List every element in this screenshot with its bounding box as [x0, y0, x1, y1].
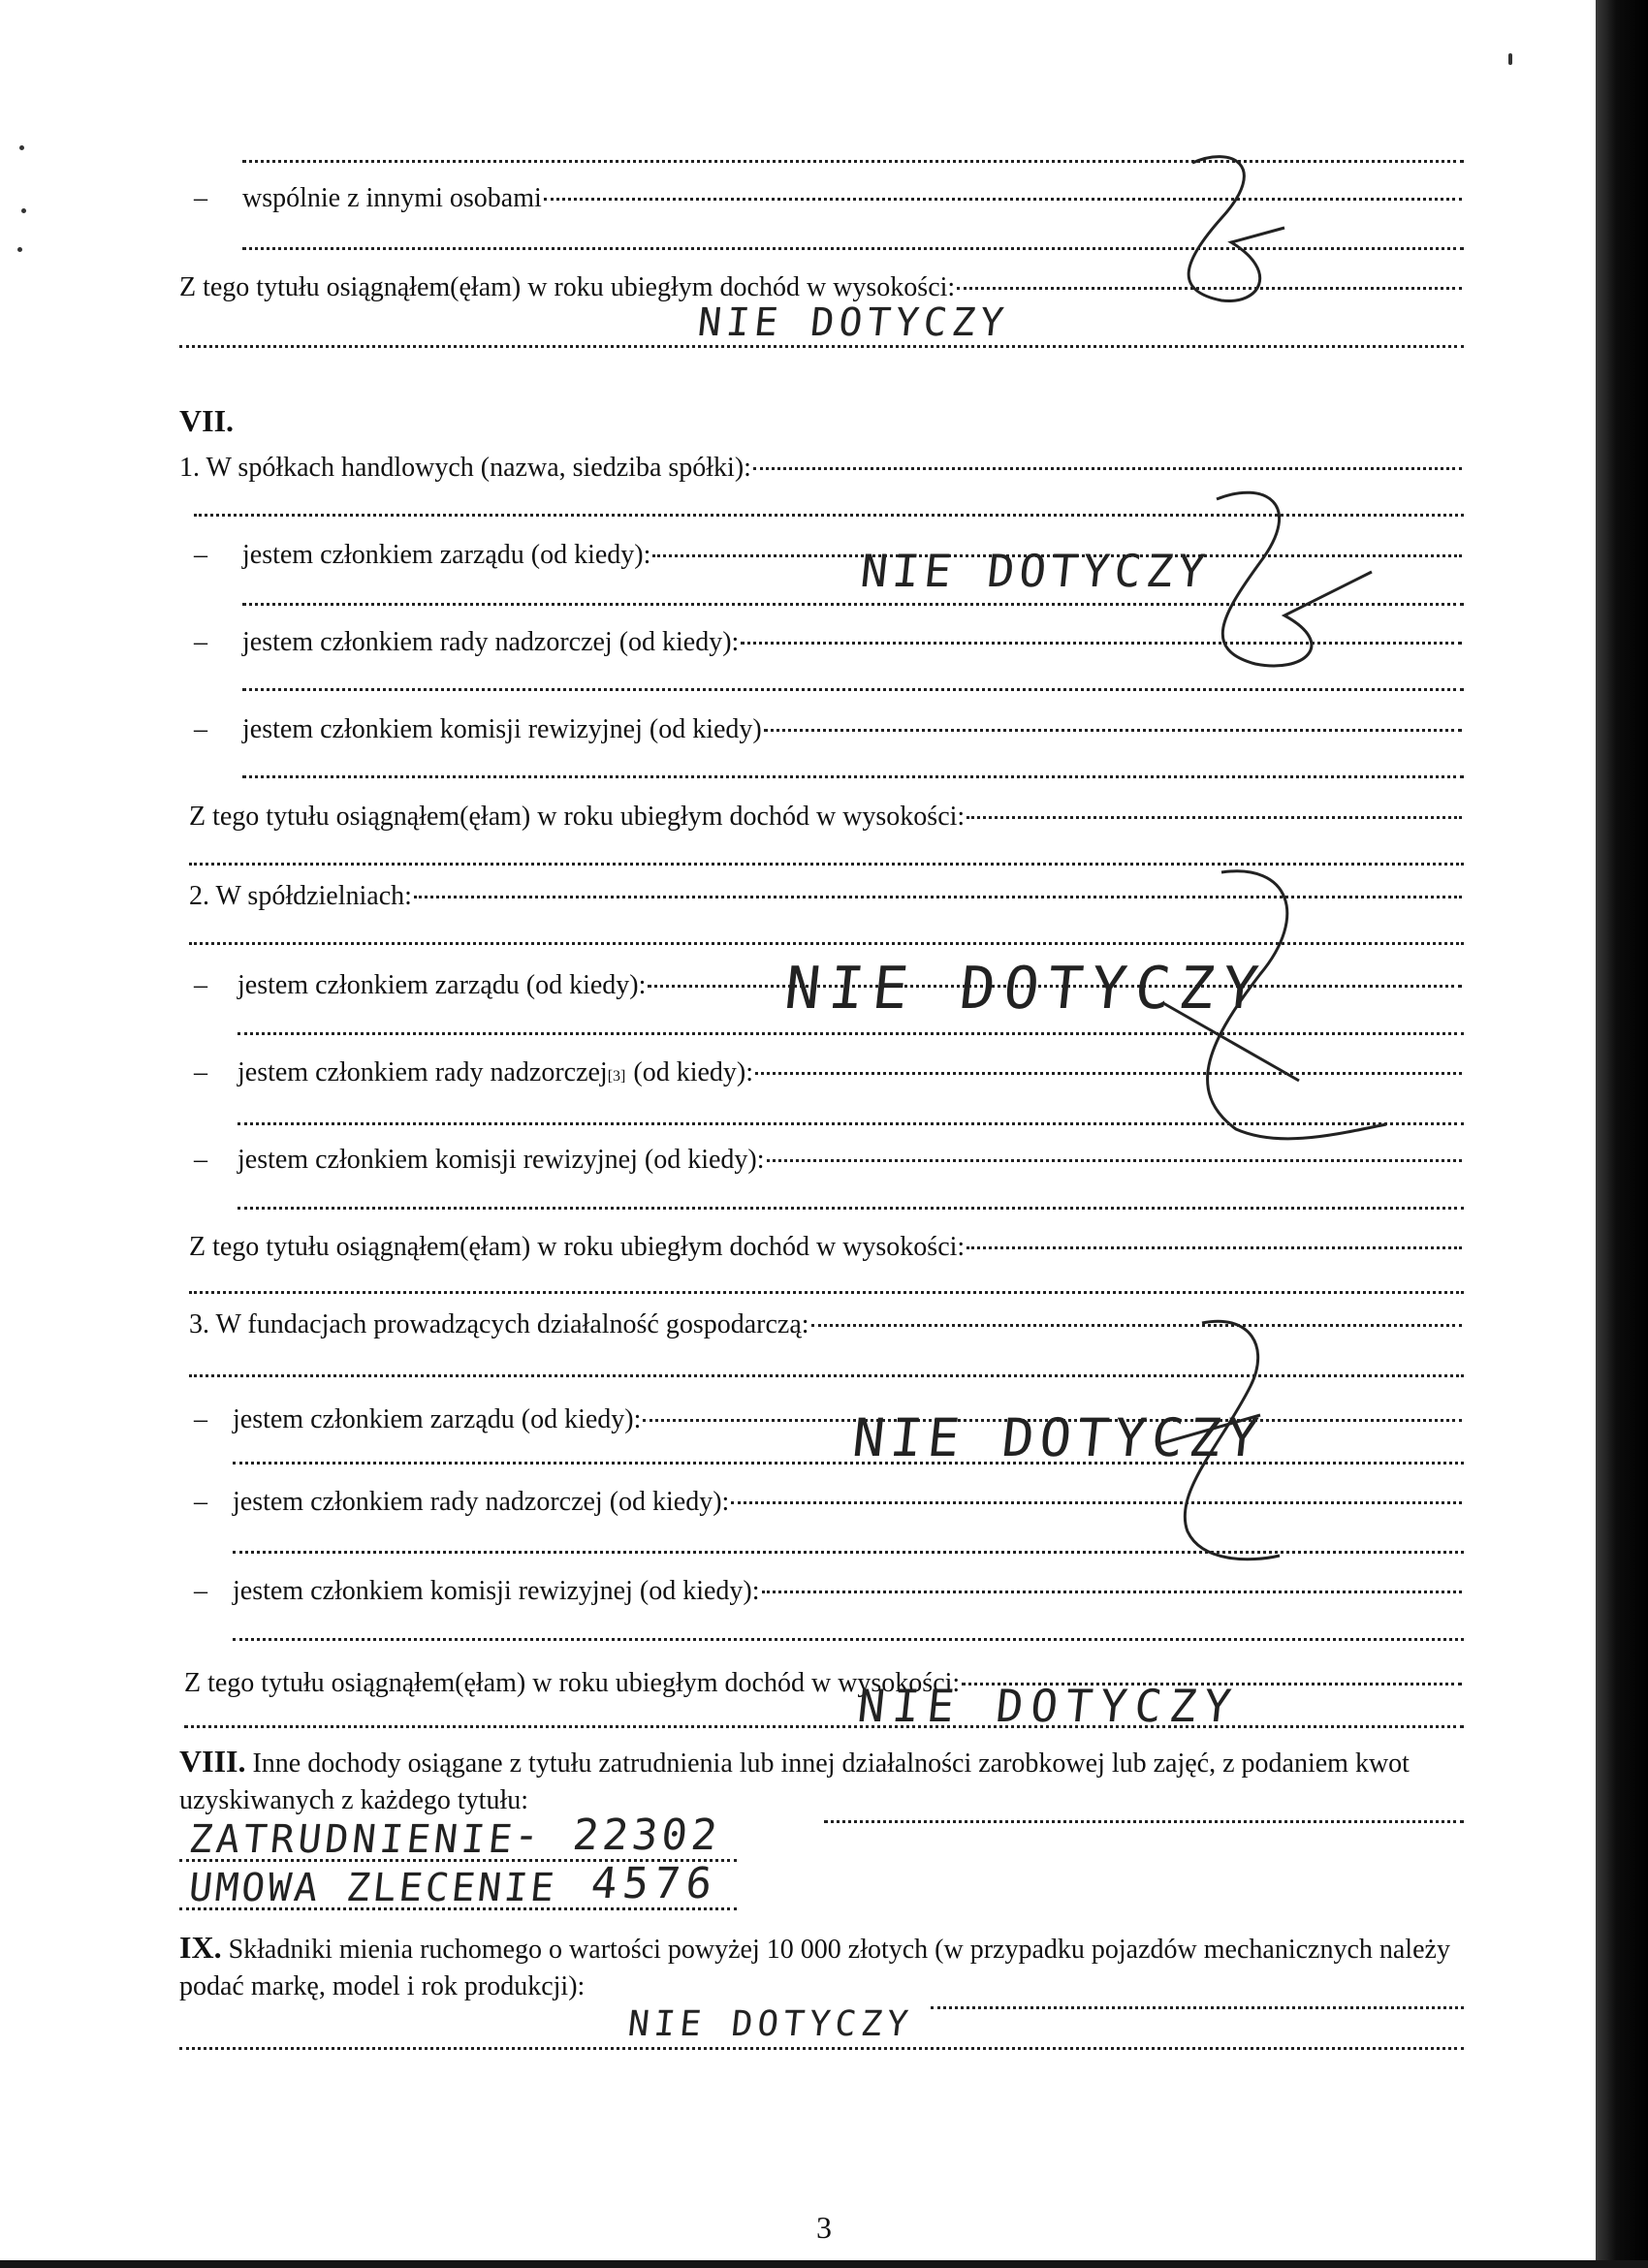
section-vii-heading: VII.	[179, 403, 235, 438]
foundations-income-line	[0, 1659, 1648, 1708]
handwritten-not-applicable: NIE DOTYCZY	[695, 300, 1011, 345]
cooperatives-supervisory-line: – jestem członkiem rady nadzorczej [3] (od kiedy):	[0, 1049, 1648, 1097]
label-audit-committee: jestem członkiem komisji rewizyjnej (od kiedy)	[242, 714, 762, 744]
label-income: Z tego tytułu osiągnąłem(ęłam) w roku ubiegłym dochód w wysokości:	[184, 1668, 961, 1698]
label-income: Z tego tytułu osiągnąłem(ęłam) w roku ubiegłym dochód w wysokości:	[189, 1232, 966, 1262]
handwritten-z-mark	[1144, 858, 1396, 1149]
handwritten-z-mark	[1173, 480, 1377, 683]
label-audit-committee: jestem członkiem komisji rewizyjnej (od kiedy):	[233, 1576, 760, 1606]
cooperatives-board-line: – jestem członkiem zarządu (od kiedy):	[0, 961, 1648, 1010]
commercial-companies-title: 1. W spółkach handlowych (nazwa, siedziba spółki):	[179, 453, 751, 483]
label-income: Z tego tytułu osiągnąłem(ęłam) w roku ubiegłym dochód w wysokości:	[189, 802, 966, 832]
label-income: Z tego tytułu osiągnąłem(ęłam) w roku ubiegłym dochód w wysokości:	[179, 272, 956, 302]
cooperatives-audit-line: – jestem członkiem komisji rewizyjnej (od kiedy):	[0, 1136, 1648, 1184]
fill-line	[238, 1207, 1464, 1210]
label-board-member: jestem członkiem zarządu (od kiedy):	[233, 1404, 642, 1434]
page-number: 3	[816, 2210, 832, 2245]
commercial-audit-line: – jestem członkiem komisji rewizyjnej (od kiedy)	[0, 706, 1648, 754]
scanner-edge	[1596, 0, 1648, 2268]
income-entry-amount: - 22302	[511, 1811, 724, 1860]
handwritten-z-mark	[1144, 1308, 1289, 1570]
commercial-supervisory-line: – jestem członkiem rady nadzorczej (od kiedy):	[0, 618, 1648, 667]
handwritten-z-mark	[1163, 145, 1309, 310]
income-entry-amount: 4576	[588, 1859, 720, 1908]
foundations-supervisory-line: – jestem członkiem rady nadzorczej (od kiedy):	[0, 1478, 1648, 1527]
section-viii	[179, 1743, 1459, 1819]
label-since-when: (od kiedy):	[633, 1057, 754, 1087]
foundations-board-line: – jestem członkiem zarządu (od kiedy):	[0, 1396, 1648, 1444]
section-ix-heading: IX.	[179, 1930, 222, 1965]
fill-line	[242, 775, 1464, 778]
income-entry-label: ZATRUDNIENIE	[186, 1817, 519, 1862]
fill-line	[189, 1291, 1464, 1294]
section-viii-text: Inne dochody osiągane z tytułu zatrudnienia lub innej działalności zarobkowej lub zajęć, z podaniem kwot uzyskiwanych z każdego tytułu:	[179, 1748, 1410, 1815]
fill-line	[233, 1638, 1464, 1641]
handwritten-not-applicable: NIE DOTYCZY	[855, 1680, 1242, 1732]
label-supervisory-board: jestem członkiem rady nadzorczej	[238, 1057, 608, 1087]
fill-line	[242, 688, 1464, 691]
label-board-member: jestem członkiem zarządu (od kiedy):	[242, 540, 651, 570]
label-audit-committee: jestem członkiem komisji rewizyjnej (od kiedy):	[238, 1145, 765, 1175]
section-ix	[179, 1929, 1459, 2005]
handwritten-not-applicable: NIE DOTYCZY	[781, 955, 1271, 1023]
fill-line	[179, 345, 1464, 348]
foundations-audit-line: – jestem członkiem komisji rewizyjnej (od kiedy):	[0, 1567, 1648, 1616]
scanner-bottom-edge	[0, 2260, 1648, 2268]
jointly-line: – wspólnie z innymi osobami	[0, 174, 1648, 223]
section-ix-text: Składniki mienia ruchomego o wartości powyżej 10 000 złotych (w przypadku pojazdów mechanicznych należy podać markę, model i rok produkcji):	[179, 1935, 1450, 2001]
scan-speck	[1508, 53, 1512, 65]
cooperatives-income-line	[0, 1223, 1648, 1272]
commercial-board-line: – jestem członkiem zarządu (od kiedy):	[0, 531, 1648, 580]
fill-line	[179, 2047, 1464, 2050]
scan-speck	[17, 247, 22, 252]
fill-line	[824, 1820, 1464, 1823]
label-supervisory-board: jestem członkiem rady nadzorczej (od kiedy):	[242, 627, 740, 657]
foundations-title-line	[0, 1301, 1648, 1349]
commercial-income-line	[0, 793, 1648, 841]
cooperatives-title: 2. W spółdzielniach:	[189, 881, 412, 911]
income-entry-label: UMOWA ZLECENIE	[186, 1866, 559, 1910]
fill-line	[931, 2006, 1464, 2009]
footnote-marker: [3]	[607, 1068, 626, 1085]
label-jointly: wspólnie z innymi osobami	[242, 183, 542, 213]
commercial-title-line	[0, 444, 1648, 492]
handwritten-not-applicable: NIE DOTYCZY	[858, 545, 1213, 597]
cooperatives-title-line	[0, 872, 1648, 921]
handwritten-not-applicable: NIE DOTYCZY	[849, 1407, 1267, 1468]
fill-line	[184, 1725, 1464, 1728]
foundations-title: 3. W fundacjach prowadzących działalność gospodarczą:	[189, 1309, 809, 1339]
scan-speck	[19, 145, 24, 150]
section-viii-heading: VIII.	[179, 1744, 246, 1779]
label-supervisory-board: jestem członkiem rady nadzorczej (od kiedy):	[233, 1487, 730, 1517]
label-board-member: jestem członkiem zarządu (od kiedy):	[238, 970, 647, 1000]
handwritten-not-applicable: NIE DOTYCZY	[625, 2004, 915, 2044]
